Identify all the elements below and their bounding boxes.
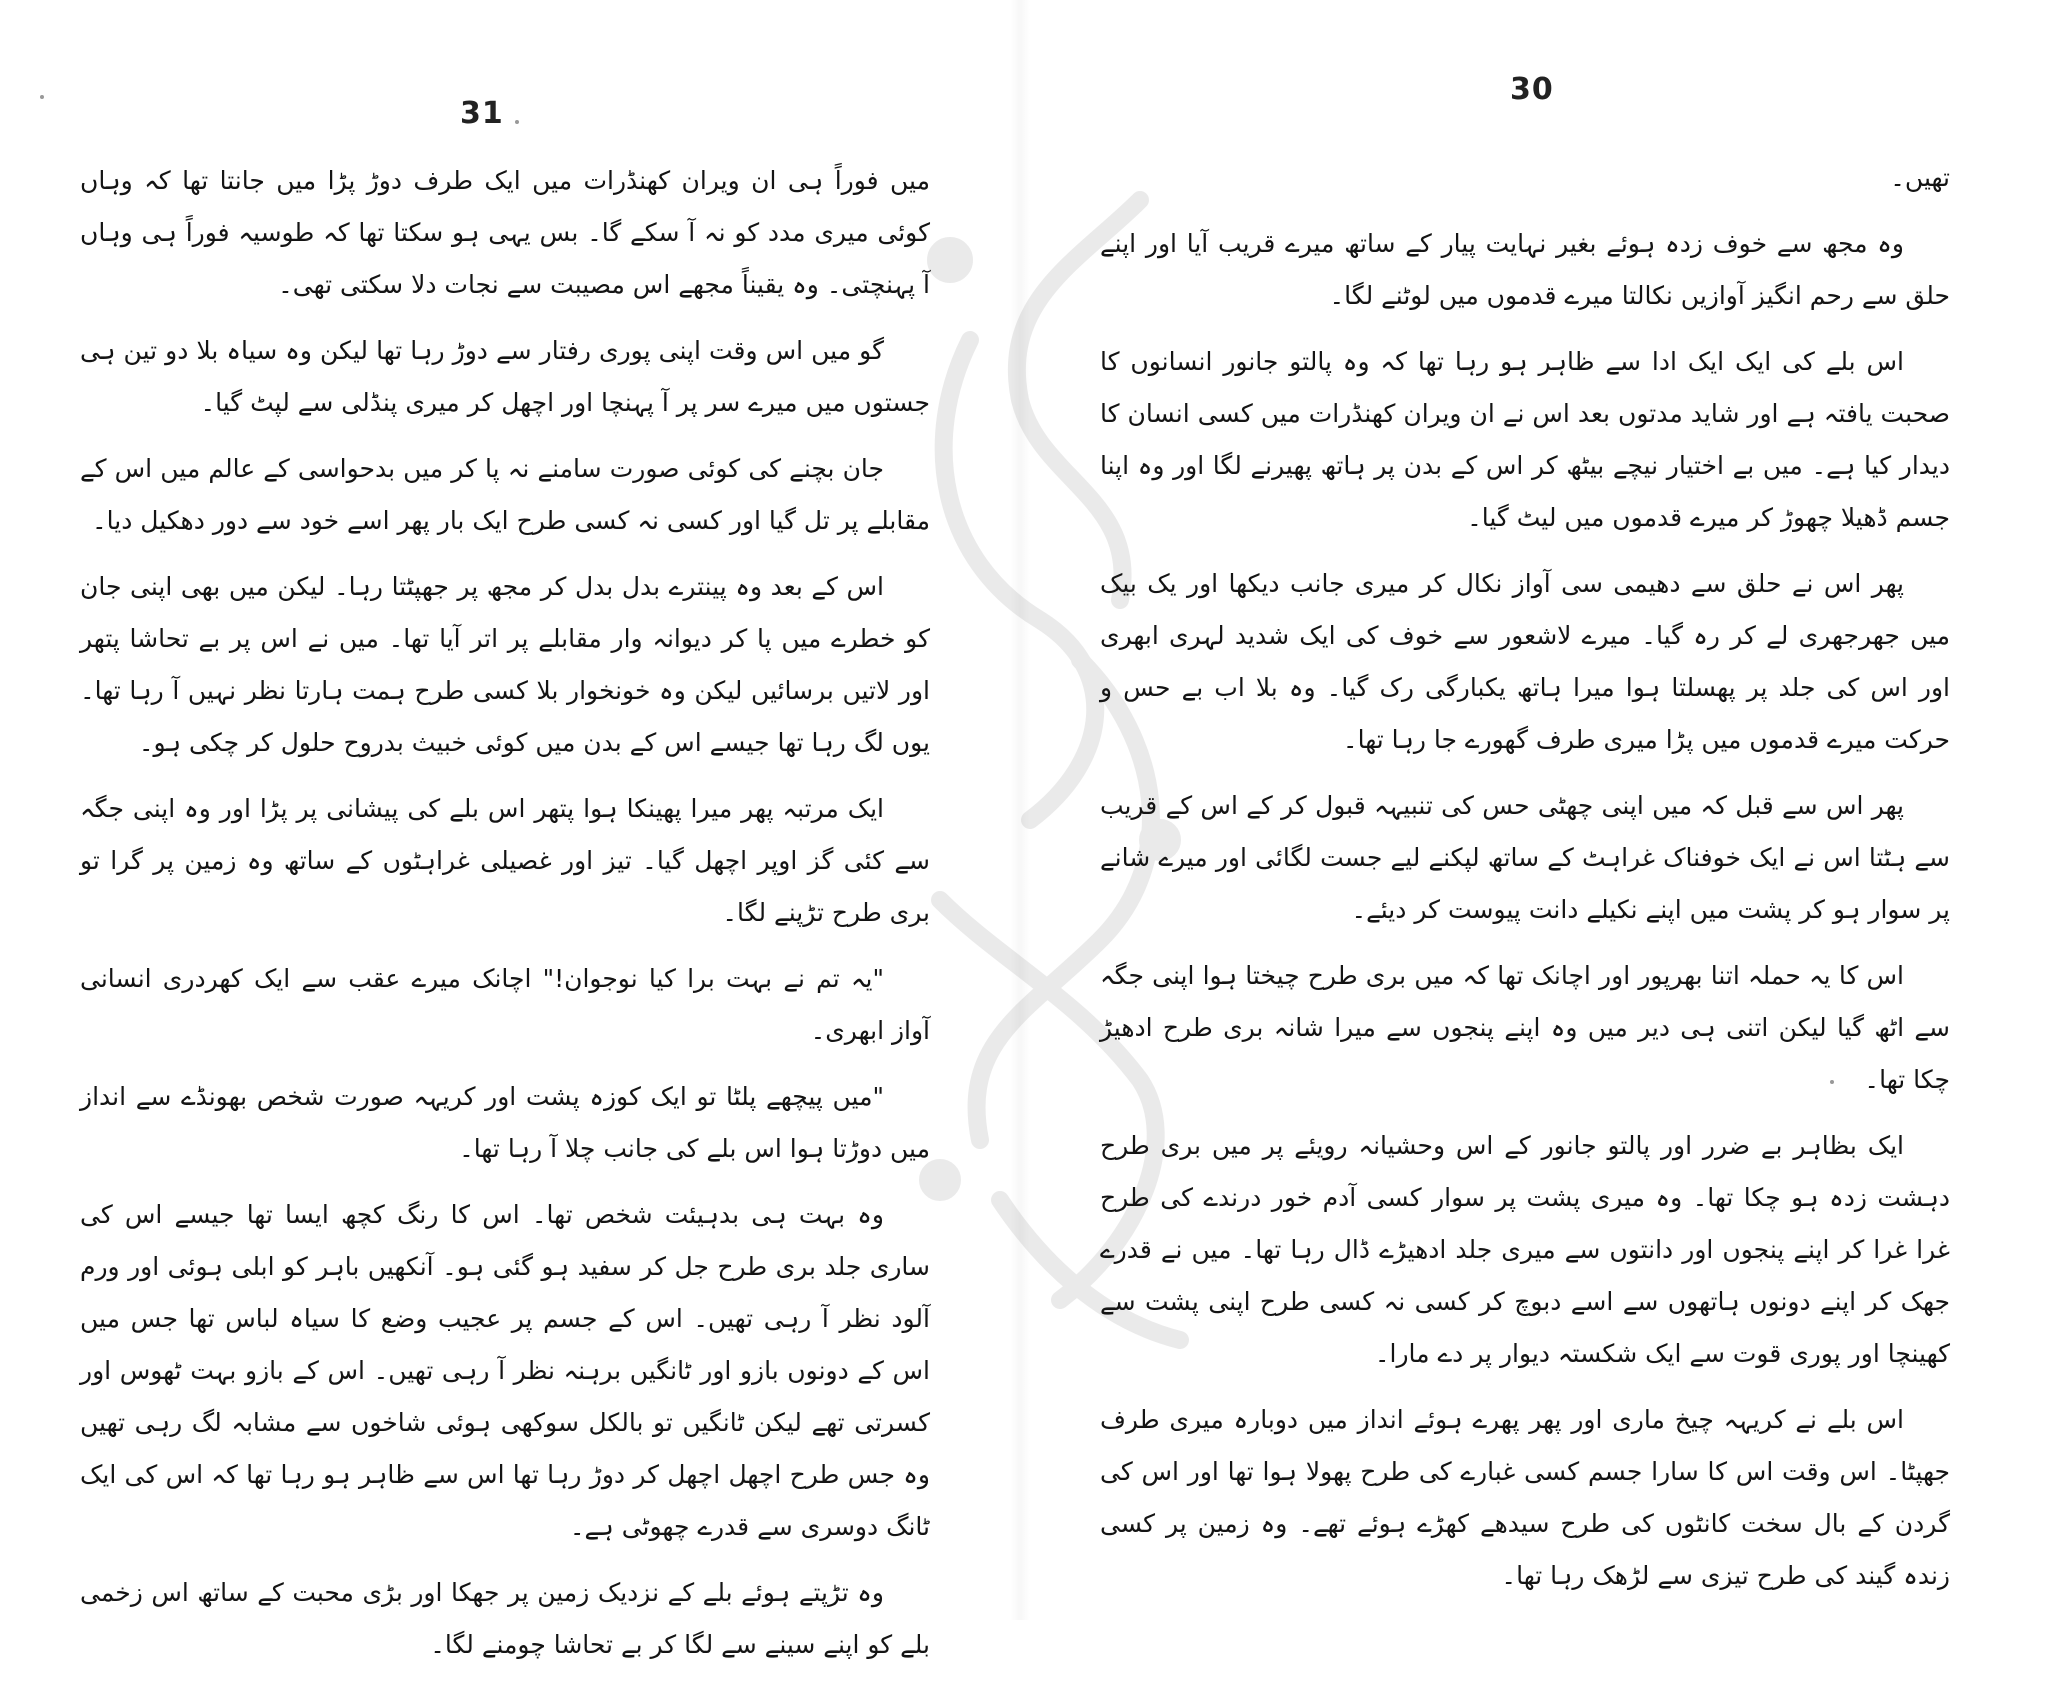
paragraph: "یہ تم نے بہت برا کیا نوجوان!" اچانک میرے عقب سے ایک کھردری انسانی آواز ابھری۔ bbox=[80, 964, 930, 1045]
left-page-text bbox=[80, 155, 930, 1685]
page-gutter bbox=[1010, 0, 1030, 1620]
paragraph: ایک بظاہر بے ضرر اور پالتو جانور کے اس وحشیانہ رویئے پر میں بری طرح دہشت زدہ ہو چکا تھا۔ وہ میری پشت پر سوار کسی آدم خور درندے کی طرح غرا غرا کر اپنے پنجوں اور دانتوں سے میری جلد ادھیڑے ڈال رہا تھا۔ میں نے قدرے جھک کر اپنے دونوں ہاتھوں سے اسے دبوچ کر کسی نہ کسی طرح اپنی پشت سے کھینچا اور پوری قوت سے ایک شکستہ دیوار پر دے مارا۔ bbox=[1100, 1131, 1950, 1368]
paragraph: وہ تڑپتے ہوئے بلے کے نزدیک زمین پر جھکا اور بڑی محبت کے ساتھ اس زخمی بلے کو اپنے سینے سے لگا کر بے تحاشا چومنے لگا۔ bbox=[80, 1578, 930, 1659]
right-page-text bbox=[1100, 152, 1950, 1616]
paragraph: اس کا یہ حملہ اتنا بھرپور اور اچانک تھا کہ میں بری طرح چیختا ہوا اپنی جگہ سے اٹھ گیا لیکن اتنی ہی دیر میں وہ اپنے پنجوں سے میرا شانہ بری طرح ادھیڑ چکا تھا۔ bbox=[1100, 961, 1950, 1094]
paragraph: پھر اس سے قبل کہ میں اپنی چھٹی حس کی تنبیہہ قبول کر کے اس کے قریب سے ہٹتا اس نے ایک خوفناک غراہٹ کے ساتھ لپکنے لیے جست لگائی اور میرے شانے پر سوار ہو کر پشت میں اپنے نکیلے دانت پیوست کر دیئے۔ bbox=[1100, 791, 1950, 924]
right-page bbox=[1070, 0, 1970, 1620]
paragraph: اس بلے کی ایک ایک ادا سے ظاہر ہو رہا تھا کہ وہ پالتو جانور انسانوں کا صحبت یافتہ ہے اور شاید مدتوں بعد اس نے ان ویران کھنڈرات میں کسی انسان کا دیدار کیا ہے۔ میں بے اختیار نیچے بیٹھ کر اس کے بدن پر ہاتھ پھیرنے لگا اور وہ اپنا جسم ڈھیلا چھوڑ کر میرے قدموں میں لیٹ گیا۔ bbox=[1100, 347, 1950, 532]
paragraph: میں فوراً ہی ان ویران کھنڈرات میں ایک طرف دوڑ پڑا میں جانتا تھا کہ وہاں کوئی میری مدد کو نہ آ سکے گا۔ بس یہی ہو سکتا تھا کہ طوسیہ فوراً ہی وہاں آ پہنچتی۔ وہ یقیناً مجھے اس مصیبت سے نجات دلا سکتی تھی۔ bbox=[80, 166, 930, 299]
paragraph: وہ بہت ہی بدہیئت شخص تھا۔ اس کا رنگ کچھ ایسا تھا جیسے اس کی ساری جلد بری طرح جل کر سفید ہو گئی ہو۔ آنکھیں باہر کو ابلی ہوئی اور ورم آلود نظر آ رہی تھیں۔ اس کے جسم پر عجیب وضع کا سیاہ لباس تھا جس میں اس کے دونوں بازو اور ٹانگیں برہنہ نظر آ رہی تھیں۔ اس کے بازو بہت ٹھوس اور کسرتی تھے لیکن ٹانگیں تو بالکل سوکھی ہوئی شاخوں سے مشابہ لگ رہی تھیں وہ جس طرح اچھل اچھل کر دوڑ رہا تھا اس سے ظاہر ہو رہا تھا کہ اس کی ایک ٹانگ دوسری سے قدرے چھوٹی ہے۔ bbox=[80, 1200, 930, 1541]
paragraph: تھیں۔ bbox=[1890, 163, 1950, 192]
page-number-right: 30 bbox=[1510, 72, 1554, 107]
page-number-left: 31 bbox=[460, 96, 504, 131]
paragraph: وہ مجھ سے خوف زدہ ہوئے بغیر نہایت پیار کے ساتھ میرے قریب آیا اور اپنے حلق سے رحم انگیز آوازیں نکالتا میرے قدموں میں لوٹنے لگا۔ bbox=[1100, 229, 1950, 310]
paragraph: اس کے بعد وہ پینترے بدل بدل کر مجھ پر جھپٹتا رہا۔ لیکن میں بھی اپنی جان کو خطرے میں پا کر دیوانہ وار مقابلے پر اتر آیا تھا۔ میں نے اس پر بے تحاشا پتھر اور لاتیں برسائیں لیکن وہ خونخوار بلا کسی طرح ہمت ہارتا نظر نہیں آ رہا تھا۔ یوں لگ رہا تھا جیسے اس کے بدن میں کوئی خبیث بدروح حلول کر چکی ہو۔ bbox=[80, 572, 930, 757]
paragraph: گو میں اس وقت اپنی پوری رفتار سے دوڑ رہا تھا لیکن وہ سیاہ بلا دو تین ہی جستوں میں میرے سر پر آ پہنچا اور اچھل کر میری پنڈلی سے لپٹ گیا۔ bbox=[80, 336, 930, 417]
paragraph: "میں پیچھے پلٹا تو ایک کوزہ پشت اور کریہہ صورت شخص بھونڈے سے انداز میں دوڑتا ہوا اس بلے کی جانب چلا آ رہا تھا۔ bbox=[80, 1082, 930, 1163]
paragraph: اس بلے نے کریہہ چیخ ماری اور پھر پھرے ہوئے انداز میں دوبارہ میری طرف جھپٹا۔ اس وقت اس کا سارا جسم کسی غبارے کی طرح پھولا ہوا تھا اور اس کی گردن کے بال سخت کانٹوں کی طرح سیدھے کھڑے ہوئے تھے۔ وہ زمین پر کسی زندہ گیند کی طرح تیزی سے لڑھک رہا تھا۔ bbox=[1100, 1405, 1950, 1590]
paragraph: پھر اس نے حلق سے دھیمی سی آواز نکال کر میری جانب دیکھا اور یک بیک میں جھرجھری لے کر رہ گیا۔ میرے لاشعور سے خوف کی ایک شدید لہری ابھری اور اس کی جلد پر پھسلتا ہوا میرا ہاتھ یکبارگی رک گیا۔ وہ بلا اب بے حس و حرکت میرے قدموں میں پڑا میری طرف گھورے جا رہا تھا۔ bbox=[1100, 569, 1950, 754]
scan-speck bbox=[40, 95, 44, 99]
paragraph: ایک مرتبہ پھر میرا پھینکا ہوا پتھر اس بلے کی پیشانی پر پڑا اور وہ اپنی جگہ سے کئی گز اوپر اچھل گیا۔ تیز اور غصیلی غراہٹوں کے ساتھ وہ زمین پر گرا تو بری طرح تڑپنے لگا۔ bbox=[80, 794, 930, 927]
left-page bbox=[60, 0, 940, 1659]
paragraph: جان بچنے کی کوئی صورت سامنے نہ پا کر میں بدحواسی کے عالم میں اس کے مقابلے پر تل گیا اور کسی نہ کسی طرح ایک بار پھر اسے خود سے دور دھکیل دیا۔ bbox=[80, 454, 930, 535]
